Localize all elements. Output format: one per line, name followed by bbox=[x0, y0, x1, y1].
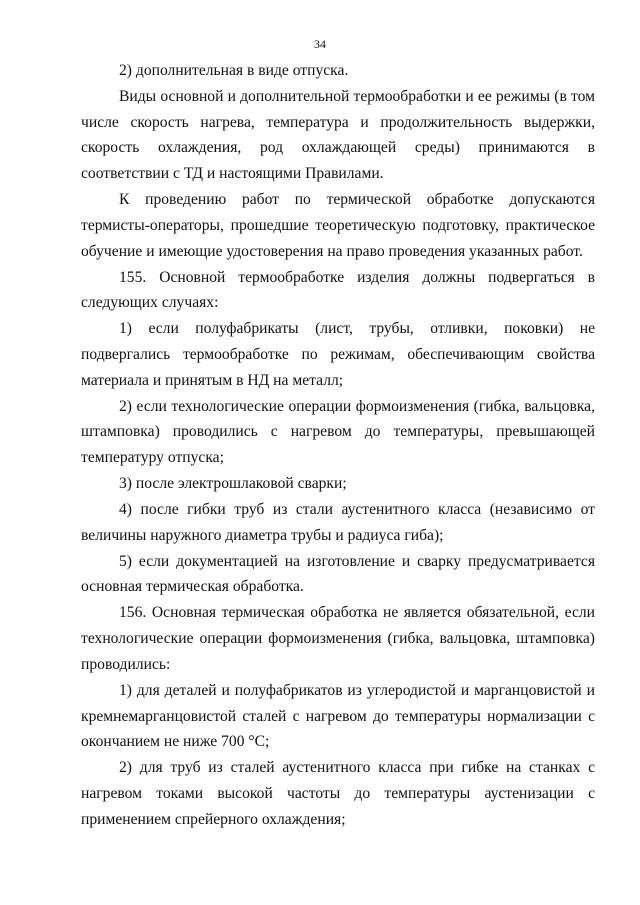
page-number: 34 bbox=[314, 37, 326, 51]
list-item-155-3: 3) после электрошлаковой сварки; bbox=[119, 475, 347, 493]
paragraph-heat-treatment-modes: Виды основной и дополнительной термообработки и ее режимы (в том числе скорость нагрева, температура и продолжительность выдержки, скорость охлаждения, род охлаждающей среды) принимаются в соответствии с ТД и настоящими Правилами. bbox=[81, 88, 595, 183]
list-item-155-5: 5) если документацией на изготовление и сварку предусматривается основная термическая обработка. bbox=[81, 552, 595, 596]
paragraph-operators-admission: К проведению работ по термической обработке допускаются термисты-операторы, прошедшие теоретическую подготовку, практическое обучение и имеющие удостоверения на право проведения указанных работ. bbox=[81, 191, 595, 260]
list-item-155-4: 4) после гибки труб из стали аустенитного класса (независимо от величины наружного диаметра трубы и радиуса гиба); bbox=[81, 501, 595, 544]
list-item-156-2: 2) для труб из сталей аустенитного класса при гибке на станках с нагревом токами высокой частоты до температуры аустенизации с применением спрейерного охлаждения; bbox=[81, 759, 595, 828]
paragraph-additional-tempering: 2) дополнительная в виде отпуска. bbox=[119, 62, 349, 79]
paragraph-clause-155: 155. Основной термообработке изделия должны подвергаться в следующих случаях: bbox=[81, 268, 595, 312]
document-body bbox=[81, 58, 595, 832]
paragraph-clause-156: 156. Основная термическая обработка не является обязательной, если технологические операции формоизменения (гибка, вальцовка, штамповка) проводились: bbox=[81, 604, 595, 673]
list-item-156-1: 1) для деталей и полуфабрикатов из углеродистой и марганцовистой и кремнемарганцовистой сталей с нагревом до температуры нормализации с окончанием не ниже 700 °С; bbox=[81, 681, 595, 751]
list-item-155-2: 2) если технологические операции формоизменения (гибка, вальцовка, штамповка) проводились с нагревом до температуры, превышающей температуру отпуска; bbox=[81, 397, 595, 467]
list-item-155-1: 1) если полуфабрикаты (лист, трубы, отливки, поковки) не подвергались термообработке по режимам, обеспечивающим свойства материала и принятым в НД на металл; bbox=[81, 320, 595, 389]
